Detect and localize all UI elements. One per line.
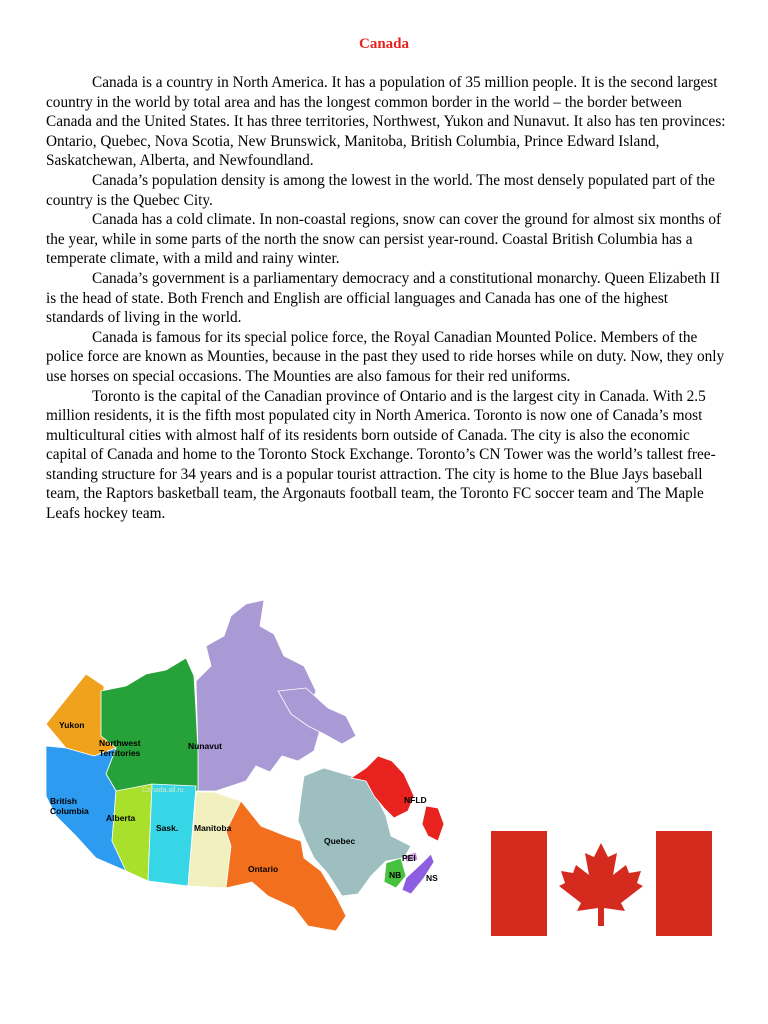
map-label-nfld: NFLD bbox=[404, 795, 427, 805]
map-label-bc: Columbia bbox=[50, 806, 89, 816]
paragraph: Canada’s government is a parliamentary democracy and a constitutional monarchy. Queen Elizabeth II is the head of state. Both French and English are official languages and Canada has one of the highest standards of living in the world. bbox=[46, 269, 721, 327]
map-label-manitoba: Manitoba bbox=[194, 823, 232, 833]
map-label-nb: NB bbox=[389, 870, 402, 880]
canada-flag bbox=[491, 831, 712, 936]
map-label-pei: PEI bbox=[402, 853, 416, 863]
map-label-alberta: Alberta bbox=[106, 813, 136, 823]
map-label-nwt: Northwest bbox=[99, 738, 141, 748]
paragraph: Toronto is the capital of the Canadian province of Ontario and is the largest city in Canada. With 2.5 million residents, it is the fifth most populated city in North America. Toronto is now one of Canada’s most multicultural cities with almost half of its residents born outside of Canada. The city is also the economic capital of Canada and home to the Toronto Stock Exchange. Toronto’s CN Tower was the world’s tallest free-standing structure for 34 years and is a popular tourist attraction. The city is home to the Blue Jays baseball team, the Raptors basketball team, the Argonauts football team, the Toronto FC soccer team and The Maple Leafs hockey team. bbox=[46, 387, 716, 523]
map-label-yukon: Yukon bbox=[59, 720, 85, 730]
map-label-ns: NS bbox=[426, 873, 438, 883]
flag-band-left bbox=[491, 831, 547, 936]
region-nfld-island bbox=[422, 806, 444, 841]
paragraph: Canada’s population density is among the lowest in the world. The most densely populated part of the country is the Quebec City. bbox=[46, 171, 715, 209]
map-label-nwt: Territories bbox=[99, 748, 141, 758]
body-text bbox=[46, 73, 728, 524]
paragraph: Canada is a country in North America. It has a population of 35 million people. It is the second largest country in the world by total area and has the longest common border in the world – the border between Canada and the United States. It has three territories, Northwest, Yukon and Nunavut. It also has ten provinces: Ontario, Quebec, Nova Scotia, New Brunswick, Manitoba, British Columbia, Prince Edward Island, Saskatchewan, Alberta, and Newfoundland. bbox=[46, 74, 726, 170]
paragraph: Canada is famous for its special police force, the Royal Canadian Mounted Police. Members of the police force are known as Mounties, because in the past they used to ride horses while on duty. Now, they only use horses on special occasions. The Mounties are also famous for their red uniforms. bbox=[46, 328, 725, 385]
page-title: Canada bbox=[358, 36, 410, 52]
map-label-bc: British bbox=[50, 796, 77, 806]
map-label-ontario: Ontario bbox=[248, 864, 279, 874]
watermark: Canada.all.ru bbox=[142, 787, 184, 794]
region-sask bbox=[148, 784, 196, 886]
map-label-sask: Sask. bbox=[156, 823, 179, 833]
region-nwt bbox=[101, 658, 198, 791]
map-label-nunavut: Nunavut bbox=[188, 741, 222, 751]
flag-band-right bbox=[656, 831, 712, 936]
paragraph: Canada has a cold climate. In non-coastal regions, snow can cover the ground for almost six months of the year, while in some parts of the north the snow can persist year-round. Coastal British Columbia has a temperate climate, with a mild and rainy winter. bbox=[46, 211, 722, 268]
canada-map bbox=[46, 596, 458, 942]
map-label-quebec: Quebec bbox=[324, 836, 356, 846]
